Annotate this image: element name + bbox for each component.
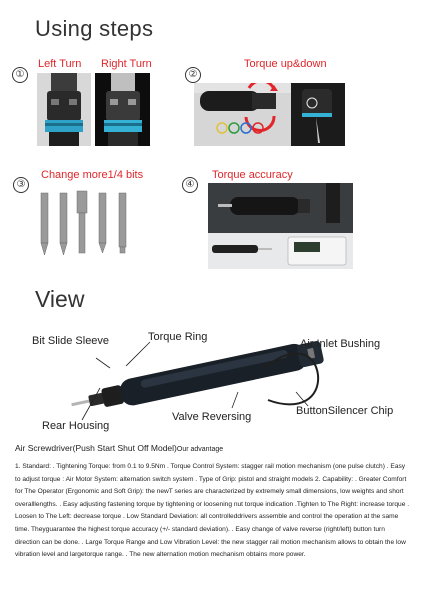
button-silencer-chip-label: ButtonSilencer Chip: [296, 405, 394, 417]
view-title: View: [35, 286, 85, 312]
torque-ring-label: Torque Ring: [148, 331, 208, 343]
right-turn-label: Right Turn: [101, 58, 152, 70]
torque-accuracy-photo: [208, 183, 353, 269]
advantage-subtitle: Our advantage: [176, 446, 224, 453]
right-turn-photo: [95, 73, 150, 146]
step-1-number: ①: [12, 67, 28, 83]
valve-reversing-label: Valve Reversing: [172, 411, 252, 423]
advantage-paragraph: 1. Standard: . Tightening Torque: from 0.1 to 9.5Nm . Torque Control System: stagger rail motion mechanism (one pulse clutch) . Easy to adjust torque : Air Motor System: alternation switch system . Type of Grip: pistol and straight models 2. Capability: . Greater Comfort for The Operator (Ergonomic and Soft Grip): the newT series are characterized by extremely small dimensions, low weights and short overalllengths. . Easy adjusting fastening torque by tightening or loosening nut torque indication .Tighten to The Right: increase torque . Loosen to The Left: decrease torque . Low Standard Deviation: all controlleddrivers assemble and control the operation at the same time. Theyguarantee the highest torque accuracy (+/- standard deviation). . Easy change of valve reverse (right/left) button turn direction can be done. . Large Torque Range and Low Vibration Level: the new stagger rail motion mechanism allows to obtain the low vibration level and largetorque range. . The new alternation motion mechanism obtains more power.: [15, 463, 410, 559]
torque-up-down-photo: [194, 83, 345, 146]
using-steps-title: Using steps: [35, 16, 154, 41]
left-turn-label: Left Turn: [38, 58, 82, 70]
step-4-number: ④: [182, 177, 198, 193]
torque-up-down-label: Torque up&down: [244, 58, 327, 70]
advantage-heading: [15, 443, 223, 453]
step-3-number: ③: [13, 177, 29, 193]
bit-slide-sleeve-label: Bit Slide Sleeve: [32, 335, 110, 347]
torque-accuracy-label: Torque accuracy: [212, 169, 293, 181]
step-2-number: ②: [185, 67, 201, 83]
left-turn-photo: [37, 73, 91, 146]
change-bits-label: Change more1/4 bits: [41, 169, 144, 181]
bits-photo: [37, 189, 138, 258]
advantage-title: Air Screwdriver(Push Start Shut Off Model): [15, 443, 177, 453]
air-inlet-bushing-label: Air Inlet Bushing: [300, 338, 381, 350]
rear-housing-label: Rear Housing: [42, 420, 110, 432]
